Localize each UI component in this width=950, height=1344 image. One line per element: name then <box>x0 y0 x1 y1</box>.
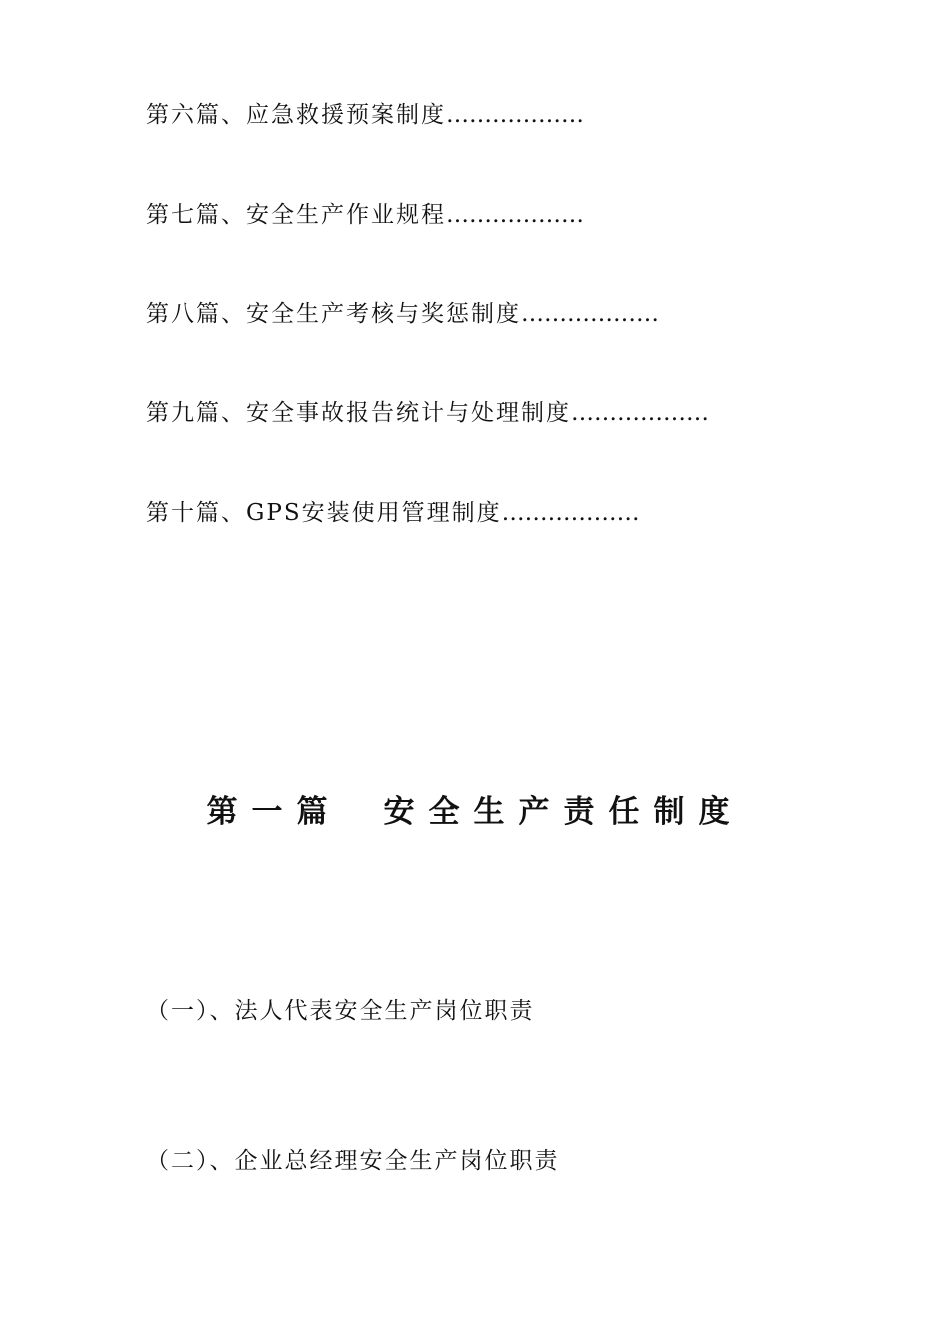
toc-leader-dots: ……………… <box>446 202 584 228</box>
toc-item-label: 第十篇、GPS安装使用管理制度 <box>146 500 502 526</box>
section-item-1 <box>146 996 535 1026</box>
toc-item-6 <box>146 100 584 130</box>
toc-item-8 <box>146 299 659 329</box>
section-item-2 <box>146 1146 560 1176</box>
chapter-number: 第一篇 <box>206 794 342 830</box>
toc-leader-dots: ……………… <box>521 301 659 327</box>
toc-item-7 <box>146 200 584 230</box>
toc-item-9 <box>146 398 709 428</box>
toc-item-label: 第九篇、安全事故报告统计与处理制度 <box>146 400 571 426</box>
section-label: （二）、企业总经理安全生产岗位职责 <box>146 1148 560 1174</box>
section-label: （一）、法人代表安全生产岗位职责 <box>146 998 535 1024</box>
chapter-heading <box>0 792 950 832</box>
toc-item-label: 第六篇、应急救援预案制度 <box>146 102 446 128</box>
toc-leader-dots: ……………… <box>446 102 584 128</box>
toc-item-10 <box>146 498 640 528</box>
toc-leader-dots: ……………… <box>501 500 640 526</box>
toc-item-label: 第八篇、安全生产考核与奖惩制度 <box>146 301 521 327</box>
toc-item-label: 第七篇、安全生产作业规程 <box>146 202 446 228</box>
chapter-title: 安全生产责任制度 <box>383 794 744 830</box>
toc-leader-dots: ……………… <box>571 400 709 426</box>
